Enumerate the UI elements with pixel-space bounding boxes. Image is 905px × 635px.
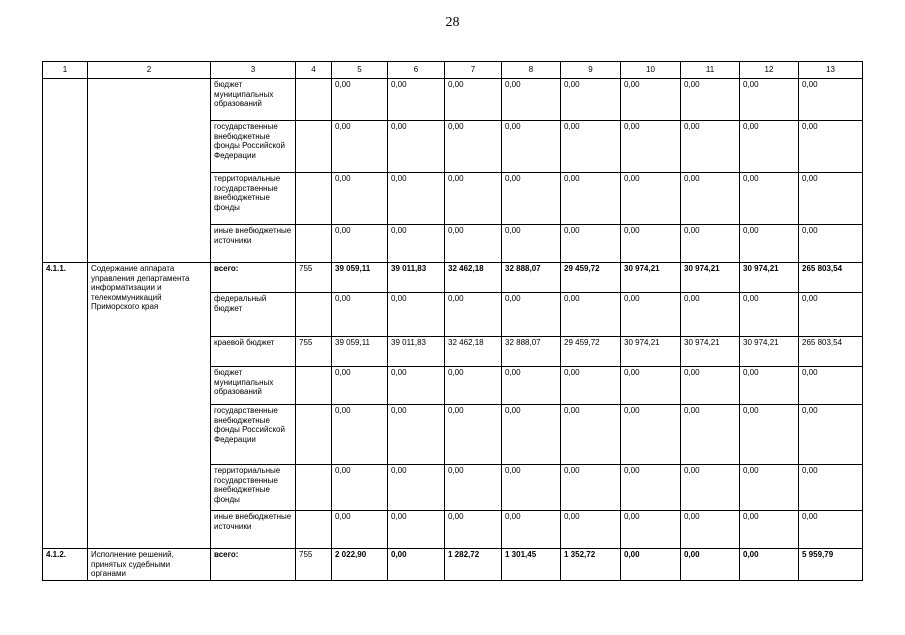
amount-cell: 29 459,72: [561, 263, 621, 293]
amount-cell: 0,00: [561, 79, 621, 121]
amount-cell: 0,00: [799, 367, 863, 405]
amount-cell: 30 974,21: [681, 337, 740, 367]
funding-source: всего:: [211, 263, 296, 293]
amount-cell: 0,00: [799, 79, 863, 121]
amount-cell: 0,00: [388, 405, 445, 465]
amount-cell: 0,00: [388, 173, 445, 225]
amount-cell: 5 959,79: [799, 549, 863, 581]
funding-source: всего:: [211, 549, 296, 581]
amount-cell: 265 803,54: [799, 337, 863, 367]
amount-cell: 0,00: [740, 511, 799, 549]
funding-source: бюджет муниципальных образований: [211, 79, 296, 121]
amount-cell: 0,00: [621, 293, 681, 337]
amount-cell: 0,00: [332, 79, 388, 121]
amount-cell: 0,00: [621, 79, 681, 121]
funding-source: федеральный бюджет: [211, 293, 296, 337]
budget-code: [296, 511, 332, 549]
item-name: Исполнение решений, принятых судебными органами: [88, 549, 211, 581]
amount-cell: 0,00: [740, 173, 799, 225]
amount-cell: 0,00: [561, 511, 621, 549]
amount-cell: 0,00: [740, 465, 799, 511]
amount-cell: 0,00: [561, 367, 621, 405]
amount-cell: 39 011,83: [388, 263, 445, 293]
amount-cell: 0,00: [621, 225, 681, 263]
column-number: 7: [445, 62, 502, 79]
amount-cell: 0,00: [388, 367, 445, 405]
item-number: [43, 79, 88, 263]
funding-source: иные внебюджетные источники: [211, 511, 296, 549]
funding-source: иные внебюджетные источники: [211, 225, 296, 263]
amount-cell: 0,00: [799, 405, 863, 465]
amount-cell: 0,00: [681, 405, 740, 465]
item-number: 4.1.1.: [43, 263, 88, 549]
amount-cell: 0,00: [681, 293, 740, 337]
amount-cell: 0,00: [799, 225, 863, 263]
column-number: 2: [88, 62, 211, 79]
amount-cell: 0,00: [332, 293, 388, 337]
funding-source: территориальные государственные внебюджетные фонды: [211, 173, 296, 225]
amount-cell: 0,00: [388, 549, 445, 581]
amount-cell: 0,00: [561, 173, 621, 225]
budget-table: [42, 61, 863, 581]
amount-cell: 0,00: [799, 293, 863, 337]
amount-cell: 0,00: [332, 173, 388, 225]
amount-cell: 0,00: [445, 173, 502, 225]
funding-source: бюджет муниципальных образований: [211, 367, 296, 405]
amount-cell: 0,00: [502, 367, 561, 405]
amount-cell: 29 459,72: [561, 337, 621, 367]
amount-cell: 0,00: [332, 121, 388, 173]
amount-cell: 0,00: [561, 225, 621, 263]
column-number: 1: [43, 62, 88, 79]
amount-cell: 0,00: [740, 293, 799, 337]
column-number: 4: [296, 62, 332, 79]
amount-cell: 0,00: [332, 225, 388, 263]
amount-cell: 1 301,45: [502, 549, 561, 581]
budget-code: 755: [296, 549, 332, 581]
amount-cell: 0,00: [561, 293, 621, 337]
column-number: 12: [740, 62, 799, 79]
amount-cell: 0,00: [445, 79, 502, 121]
amount-cell: 0,00: [502, 293, 561, 337]
amount-cell: 30 974,21: [681, 263, 740, 293]
amount-cell: 32 888,07: [502, 263, 561, 293]
column-number: 3: [211, 62, 296, 79]
amount-cell: 32 462,18: [445, 263, 502, 293]
amount-cell: 0,00: [332, 405, 388, 465]
item-name: [88, 79, 211, 263]
amount-cell: 0,00: [681, 465, 740, 511]
amount-cell: 0,00: [502, 405, 561, 465]
amount-cell: 39 059,11: [332, 337, 388, 367]
amount-cell: 1 352,72: [561, 549, 621, 581]
amount-cell: 0,00: [332, 367, 388, 405]
column-number: 10: [621, 62, 681, 79]
amount-cell: 0,00: [445, 465, 502, 511]
amount-cell: 0,00: [621, 465, 681, 511]
amount-cell: 0,00: [388, 465, 445, 511]
funding-source: государственные внебюджетные фонды Российской Федерации: [211, 405, 296, 465]
amount-cell: 0,00: [332, 511, 388, 549]
budget-code: [296, 405, 332, 465]
amount-cell: 0,00: [388, 79, 445, 121]
amount-cell: 30 974,21: [740, 263, 799, 293]
amount-cell: 0,00: [621, 367, 681, 405]
amount-cell: 0,00: [561, 465, 621, 511]
amount-cell: 32 462,18: [445, 337, 502, 367]
amount-cell: 0,00: [621, 121, 681, 173]
funding-source: государственные внебюджетные фонды Российской Федерации: [211, 121, 296, 173]
amount-cell: 0,00: [740, 121, 799, 173]
funding-source: территориальные государственные внебюджетные фонды: [211, 465, 296, 511]
amount-cell: 0,00: [561, 405, 621, 465]
amount-cell: 2 022,90: [332, 549, 388, 581]
amount-cell: 30 974,21: [621, 263, 681, 293]
column-number: 6: [388, 62, 445, 79]
amount-cell: 0,00: [445, 511, 502, 549]
column-number: 13: [799, 62, 863, 79]
amount-cell: 0,00: [740, 549, 799, 581]
amount-cell: 0,00: [502, 121, 561, 173]
amount-cell: 30 974,21: [740, 337, 799, 367]
amount-cell: 0,00: [621, 173, 681, 225]
amount-cell: 0,00: [799, 121, 863, 173]
amount-cell: 0,00: [681, 225, 740, 263]
amount-cell: 0,00: [799, 465, 863, 511]
budget-code: [296, 225, 332, 263]
budget-code: [296, 367, 332, 405]
table-row: [43, 79, 863, 121]
item-number: 4.1.2.: [43, 549, 88, 581]
amount-cell: 30 974,21: [621, 337, 681, 367]
amount-cell: 0,00: [681, 511, 740, 549]
budget-code: [296, 465, 332, 511]
table-row: [43, 549, 863, 581]
amount-cell: 0,00: [621, 549, 681, 581]
budget-code: [296, 173, 332, 225]
amount-cell: 0,00: [681, 173, 740, 225]
amount-cell: 0,00: [740, 367, 799, 405]
budget-code: [296, 121, 332, 173]
amount-cell: 0,00: [621, 511, 681, 549]
amount-cell: 0,00: [799, 511, 863, 549]
amount-cell: 0,00: [502, 79, 561, 121]
amount-cell: 0,00: [502, 173, 561, 225]
amount-cell: 0,00: [681, 121, 740, 173]
amount-cell: 0,00: [502, 225, 561, 263]
amount-cell: 0,00: [681, 79, 740, 121]
amount-cell: 0,00: [388, 121, 445, 173]
amount-cell: 1 282,72: [445, 549, 502, 581]
amount-cell: 0,00: [502, 511, 561, 549]
item-name: Содержание аппарата управления департамента информатизации и телекоммуникаций Приморского края: [88, 263, 211, 549]
amount-cell: 0,00: [388, 511, 445, 549]
column-number: 11: [681, 62, 740, 79]
amount-cell: 0,00: [681, 549, 740, 581]
amount-cell: 0,00: [799, 173, 863, 225]
column-number: 5: [332, 62, 388, 79]
amount-cell: 32 888,07: [502, 337, 561, 367]
amount-cell: 39 011,83: [388, 337, 445, 367]
amount-cell: 0,00: [445, 367, 502, 405]
amount-cell: 0,00: [502, 465, 561, 511]
amount-cell: 0,00: [740, 225, 799, 263]
budget-code: [296, 293, 332, 337]
column-number: 9: [561, 62, 621, 79]
budget-code: 755: [296, 263, 332, 293]
amount-cell: 265 803,54: [799, 263, 863, 293]
column-number-row: [43, 62, 863, 79]
amount-cell: 0,00: [445, 405, 502, 465]
amount-cell: 0,00: [621, 405, 681, 465]
table-row: [43, 263, 863, 293]
amount-cell: 0,00: [561, 121, 621, 173]
amount-cell: 0,00: [740, 79, 799, 121]
amount-cell: 0,00: [388, 225, 445, 263]
budget-code: [296, 79, 332, 121]
column-number: 8: [502, 62, 561, 79]
amount-cell: 0,00: [332, 465, 388, 511]
budget-code: 755: [296, 337, 332, 367]
page-number: 28: [445, 15, 460, 30]
amount-cell: 39 059,11: [332, 263, 388, 293]
amount-cell: 0,00: [445, 121, 502, 173]
amount-cell: 0,00: [445, 225, 502, 263]
funding-source: краевой бюджет: [211, 337, 296, 367]
amount-cell: 0,00: [445, 293, 502, 337]
amount-cell: 0,00: [740, 405, 799, 465]
amount-cell: 0,00: [388, 293, 445, 337]
amount-cell: 0,00: [681, 367, 740, 405]
